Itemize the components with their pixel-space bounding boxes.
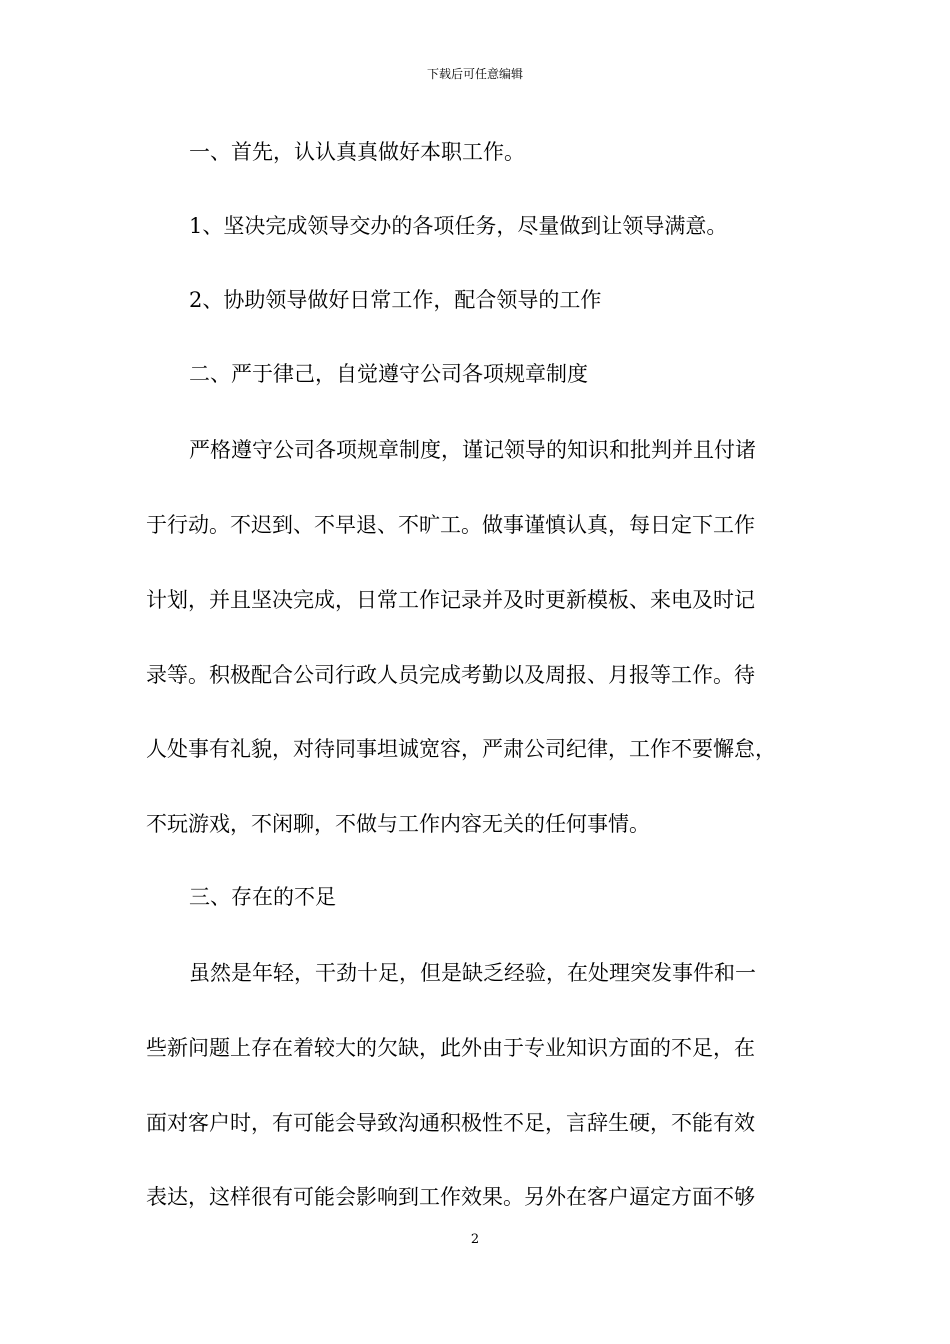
page-number: 2	[470, 1232, 480, 1247]
paragraph-line: 表达，这样很有可能会影响到工作效果。另外在客户逼定方面不够	[146, 1185, 755, 1209]
paragraph-line: 面对客户时，有可能会导致沟通积极性不足，言辞生硬，不能有效	[146, 1111, 755, 1135]
heading-3: 三、存在的不足	[189, 885, 336, 909]
paragraph-line: 虽然是年轻，干劲十足，但是缺乏经验，在处理突发事件和一	[189, 961, 756, 985]
paragraph-line: 不玩游戏，不闲聊，不做与工作内容无关的任何事情。	[146, 812, 650, 836]
paragraph-line: 些新问题上存在着较大的欠缺，此外由于专业知识方面的不足，在	[146, 1036, 755, 1060]
paragraph-line: 录等。积极配合公司行政人员完成考勤以及周报、月报等工作。待	[146, 663, 755, 687]
heading-1: 一、首先，认认真真做好本职工作。	[189, 140, 525, 164]
paragraph-line: 人处事有礼貌，对待同事坦诚宽容，严肃公司纪律，工作不要懈怠，	[146, 737, 776, 761]
heading-2: 二、严于律己，自觉遵守公司各项规章制度	[189, 362, 588, 386]
list-item-2: 2、协助领导做好日常工作，配合领导的工作	[189, 288, 602, 312]
page-header: 下载后可任意编辑	[426, 67, 523, 81]
paragraph-line: 于行动。不迟到、不早退、不旷工。做事谨慎认真，每日定下工作	[146, 513, 755, 537]
paragraph-line: 严格遵守公司各项规章制度，谨记领导的知识和批判并且付诸	[189, 438, 756, 462]
paragraph-line: 计划，并且坚决完成，日常工作记录并及时更新模板、来电及时记	[146, 588, 755, 612]
list-item-1: 1、坚决完成领导交办的各项任务，尽量做到让领导满意。	[189, 214, 728, 238]
